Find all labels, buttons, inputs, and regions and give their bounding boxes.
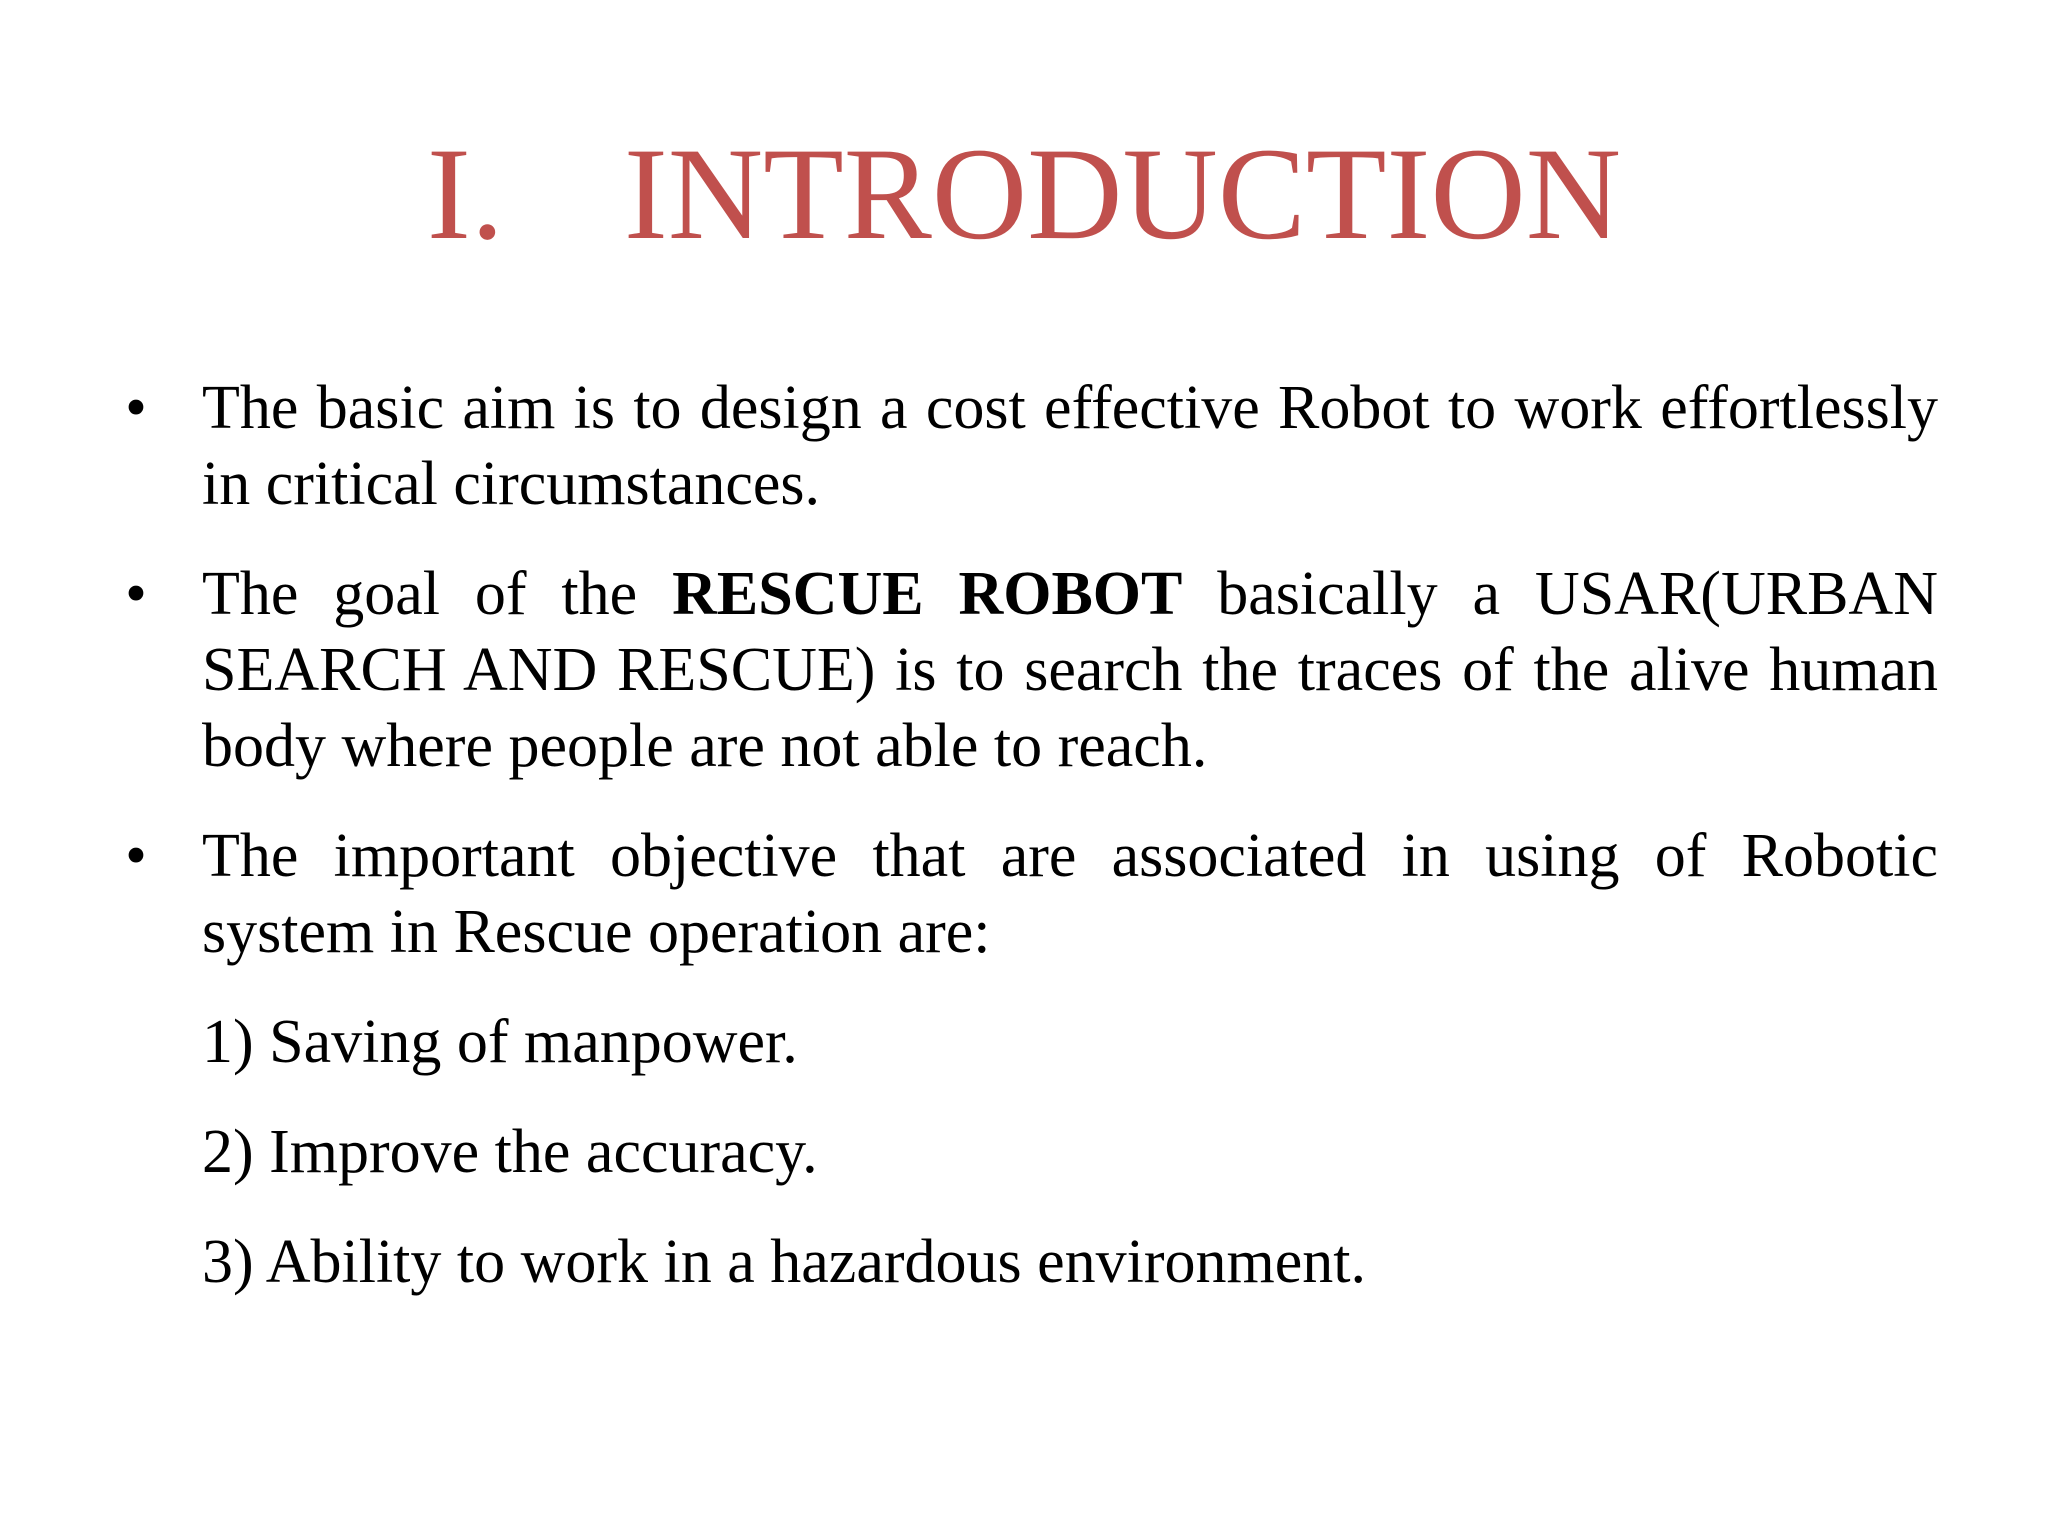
slide-title	[0, 120, 2048, 267]
bullet-icon: •	[125, 822, 147, 890]
bullet-item-aim	[118, 370, 1938, 522]
title-text: INTRODUCTION	[623, 120, 1622, 267]
bullet-item-objective	[118, 818, 1938, 970]
objective-item-3: 3) Ability to work in a hazardous environment.	[202, 1228, 1366, 1296]
bullet-item-goal	[118, 556, 1938, 784]
bullet-text: The important objective that are associated in using of Robotic system in Rescue operation are:	[202, 822, 1938, 966]
bullet-text-before: The goal of the	[202, 560, 673, 628]
bullet-text-after: basically a USAR(URBAN SEARCH AND RESCUE) is to search the traces of the alive human body where people are not able to reach.	[202, 560, 1938, 780]
title-number: I.	[426, 120, 504, 267]
bullet-icon: •	[125, 374, 147, 442]
objective-item-2: 2) Improve the accuracy.	[202, 1118, 818, 1186]
bullet-icon: •	[125, 560, 147, 628]
slide-content	[118, 370, 1938, 1334]
bullet-text: The basic aim is to design a cost effective Robot to work effortlessly in critical circumstances.	[202, 374, 1938, 518]
objective-item-1: 1) Saving of manpower.	[202, 1008, 798, 1076]
bullet-bold-text: RESCUE ROBOT	[672, 560, 1183, 628]
